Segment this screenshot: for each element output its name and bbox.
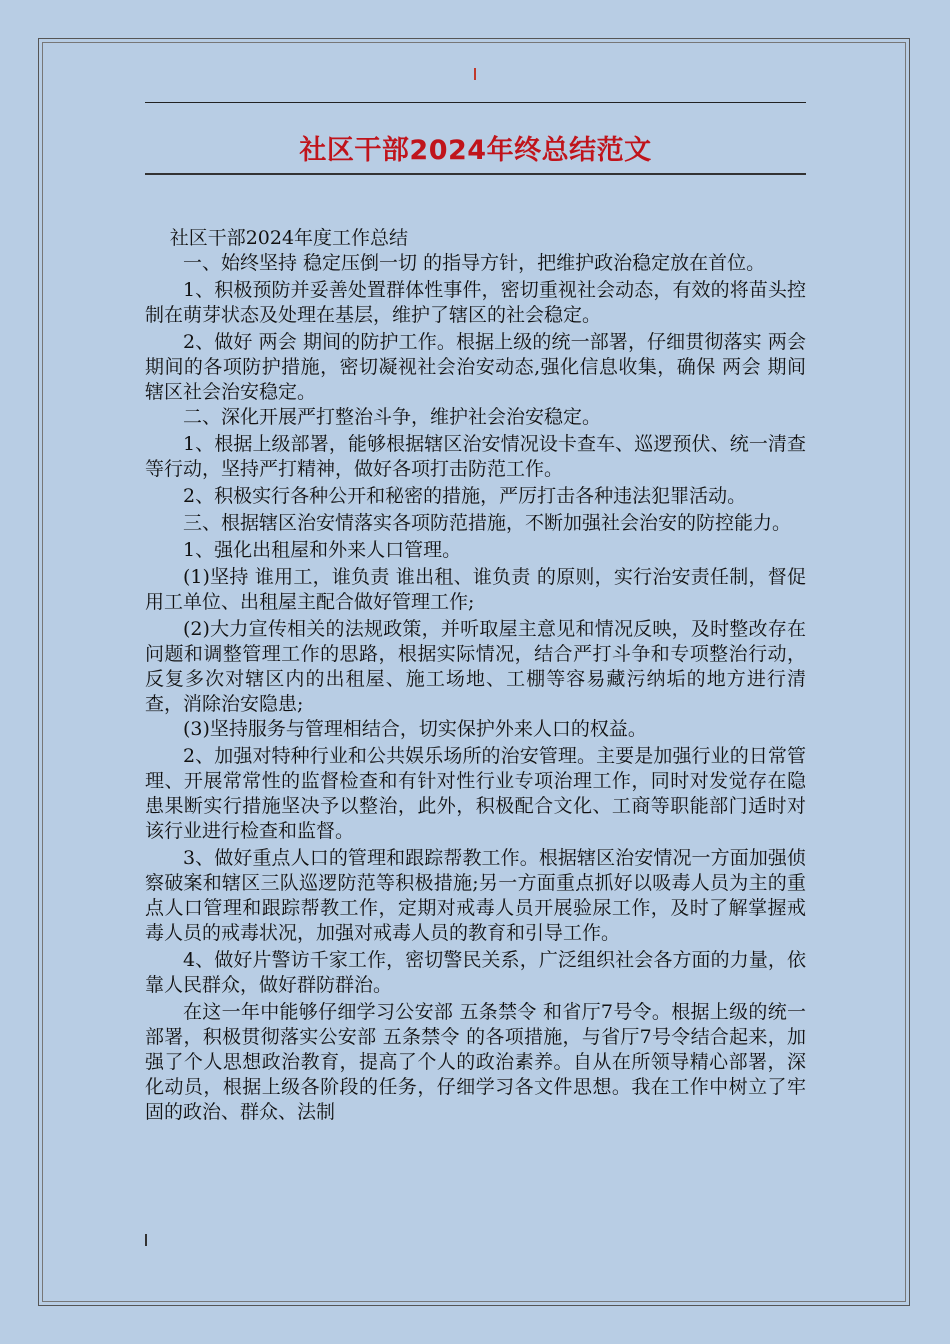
document-title: 社区干部2024年终总结范文 (299, 135, 652, 166)
header-rule (145, 102, 806, 103)
document-subtitle: 社区干部2024年度工作总结 (169, 227, 409, 249)
paragraph: 一、始终坚持 稳定压倒一切 的指导方针，把维护政治稳定放在首位。 (183, 252, 766, 274)
footer-mark (145, 1234, 147, 1246)
paragraph: 2、加强对特种行业和公共娱乐场所的治安管理。主要是加强行业的日常管理、开展常常性的监督检查和有针对性行业专项治理工作，同时对发觉存在隐患果断实行措施坚决予以整治，此外，积极配合文化、工商等职能部门适时对该行业进行检查和监督。 (145, 745, 806, 842)
title-rule (145, 173, 806, 175)
paragraph: 二、深化开展严打整治斗争，维护社会治安稳定。 (183, 406, 602, 428)
paragraph: 三、根据辖区治安情落实各项防范措施，不断加强社会治安的防控能力。 (183, 512, 792, 534)
paragraph: 3、做好重点人口的管理和跟踪帮教工作。根据辖区治安情况一方面加强侦察破案和辖区三队巡逻防范等积极措施;另一方面重点抓好以吸毒人员为主的重点人口管理和跟踪帮教工作，定期对戒毒人员开展验尿工作，及时了解掌握戒毒人员的戒毒状况，加强对戒毒人员的教育和引导工作。 (145, 847, 806, 944)
paragraph: 在这一年中能够仔细学习公安部 五条禁令 和省厅7号令。根据上级的统一部署，积极贯彻落实公安部 五条禁令 的各项措施，与省厅7号令结合起来，加强了个人思想政治教育，提高了个人的政治素养。自从在所领导精心部署，深化动员，根据上级各阶段的任务，仔细学习各文件思想。我在工作中树立了牢固的政治、群众、法制 (145, 1001, 806, 1123)
paragraph: 1、积极预防并妥善处置群体性事件，密切重视社会动态，有效的将苗头控制在萌芽状态及处理在基层，维护了辖区的社会稳定。 (145, 279, 806, 326)
paragraph: (3)坚持服务与管理相结合，切实保护外来人口的权益。 (183, 718, 647, 740)
paragraph: 1、根据上级部署，能够根据辖区治安情况设卡查车、巡逻预伏、统一清查等行动，坚持严打精神，做好各项打击防范工作。 (145, 433, 806, 480)
paragraph: (1)坚持 谁用工，谁负责 谁出租、谁负责 的原则，实行治安责任制，督促用工单位、出租屋主配合做好管理工作; (145, 566, 806, 613)
paragraph: 2、积极实行各种公开和秘密的措施，严厉打击各种违法犯罪活动。 (183, 485, 747, 507)
paragraph: 2、做好 两会 期间的防护工作。根据上级的统一部署，仔细贯彻落实 两会 期间的各项防护措施，密切凝视社会治安动态,强化信息收集，确保 两会 期间辖区社会治安稳定。 (145, 331, 806, 403)
document-body (145, 226, 806, 1125)
paragraph: (2)大力宣传相关的法规政策，并听取屋主意见和情况反映，及时整改存在问题和调整管理工作的思路，根据实际情况，结合严打斗争和专项整治行动，反复多次对辖区内的出租屋、施工场地、工棚等容易藏污纳垢的地方进行清查，消除治安隐患; (145, 618, 806, 715)
paragraph: 1、强化出租屋和外来人口管理。 (183, 539, 462, 561)
paragraph: 4、做好片警访千家工作，密切警民关系，广泛组织社会各方面的力量，依靠人民群众，做好群防群治。 (145, 949, 806, 996)
header-mark (474, 68, 476, 80)
